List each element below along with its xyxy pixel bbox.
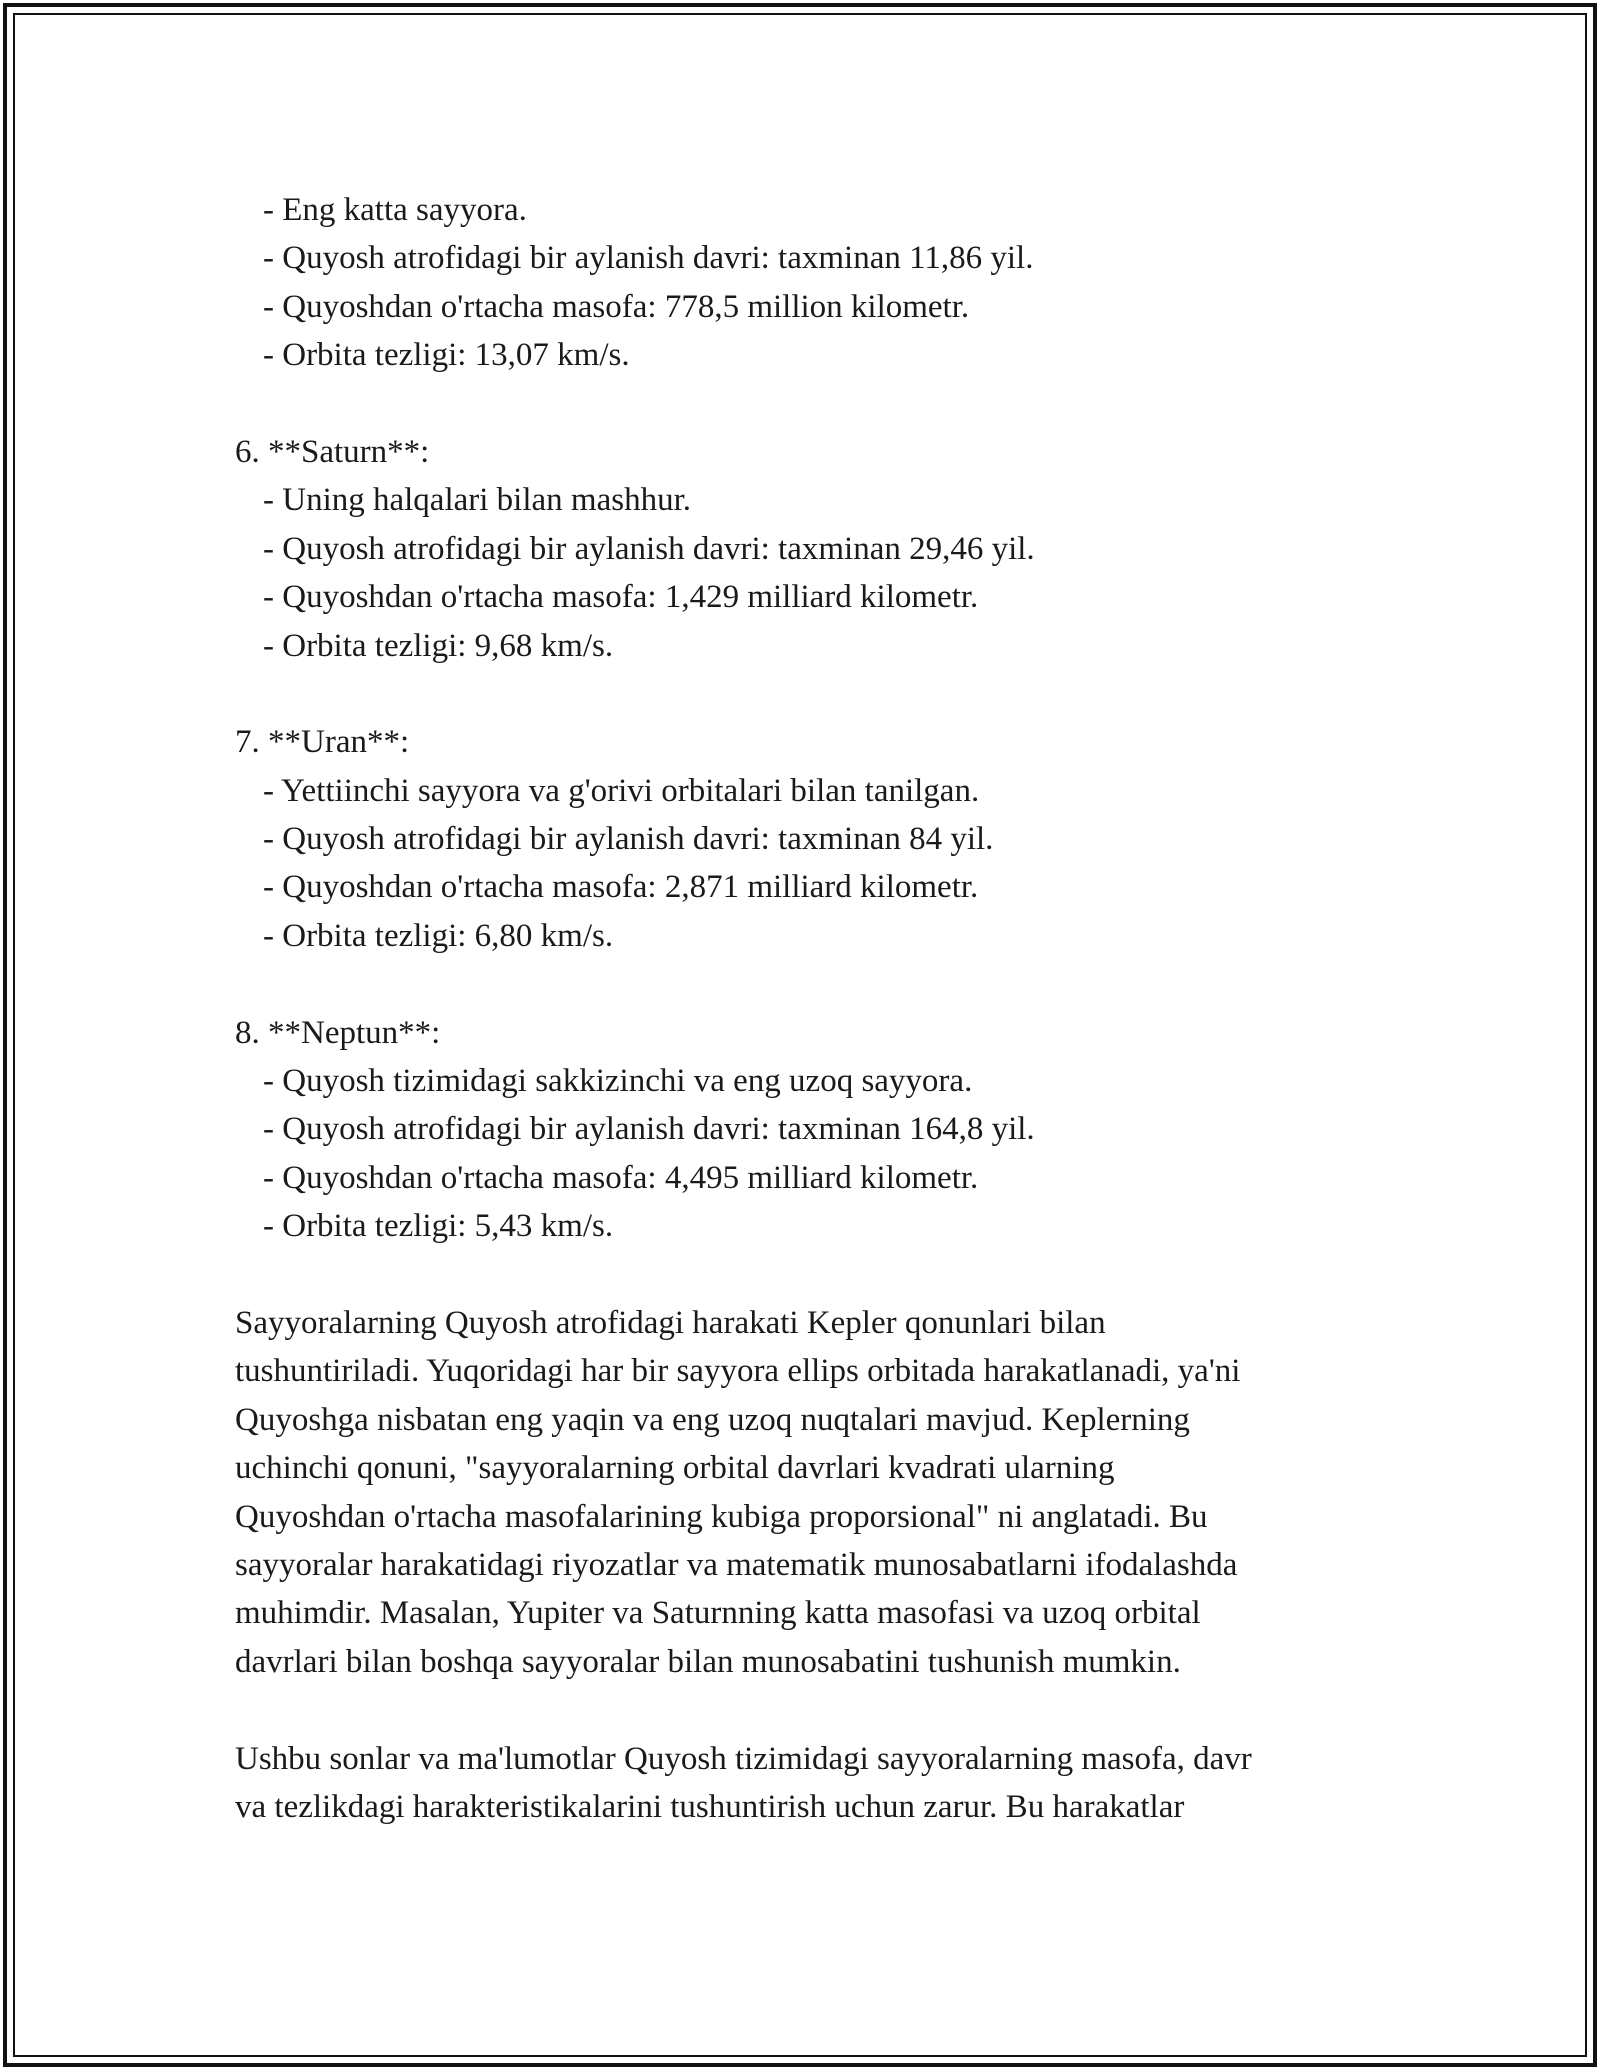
paragraph-line: davrlari bilan boshqa sayyoralar bilan munosabatini tushunish mumkin. — [235, 1643, 1181, 1680]
paragraph-line: Quyoshdan o'rtacha masofalarining kubiga proporsional" ni anglatadi. Bu — [235, 1498, 1208, 1535]
spacer — [235, 380, 1395, 428]
paragraph-line: Quyoshga nisbatan eng yaqin va eng uzoq nuqtalari mavjud. Keplerning — [235, 1401, 1190, 1438]
paragraph-line: va tezlikdagi harakteristikalarini tushuntirish uchun zarur. Bu harakatlar — [235, 1788, 1185, 1825]
planet-heading: 7. **Uran**: — [235, 724, 410, 761]
spacer — [235, 670, 1395, 718]
document-body — [235, 186, 1395, 1831]
planet-section-neptun — [235, 1009, 1395, 1251]
list-item: - Quyosh atrofidagi bir aylanish davri: taxminan 29,46 yil. — [263, 530, 1035, 567]
list-item: - Quyoshdan o'rtacha masofa: 2,871 milliard kilometr. — [263, 869, 979, 906]
list-item: - Quyoshdan o'rtacha masofa: 4,495 milliard kilometr. — [263, 1159, 979, 1196]
list-item: - Quyoshdan o'rtacha masofa: 778,5 million kilometr. — [263, 288, 970, 325]
spacer — [235, 960, 1395, 1008]
list-item: - Quyoshdan o'rtacha masofa: 1,429 milliard kilometr. — [263, 579, 979, 616]
list-item: - Yettiinchi sayyora va g'orivi orbitalari bilan tanilgan. — [263, 772, 980, 809]
intro-bullet-list — [235, 186, 1395, 380]
list-item: - Orbita tezligi: 6,80 km/s. — [263, 917, 614, 954]
paragraph-kepler — [235, 1299, 1395, 1686]
list-item: - Orbita tezligi: 5,43 km/s. — [263, 1208, 614, 1245]
list-item: - Eng katta sayyora. — [263, 192, 527, 228]
list-item: - Quyosh atrofidagi bir aylanish davri: taxminan 84 yil. — [263, 821, 994, 858]
paragraph-line: sayyoralar harakatidagi riyozatlar va matematik munosabatlarni ifodalashda — [235, 1546, 1238, 1583]
list-item: - Quyosh atrofidagi bir aylanish davri: taxminan 164,8 yil. — [263, 1111, 1035, 1148]
spacer — [235, 1251, 1395, 1299]
spacer — [235, 1686, 1395, 1734]
paragraph-line: Ushbu sonlar va ma'lumotlar Quyosh tizimidagi sayyoralarning masofa, davr — [235, 1740, 1252, 1777]
planet-heading: 6. **Saturn**: — [235, 433, 430, 470]
list-item: - Quyosh atrofidagi bir aylanish davri: taxminan 11,86 yil. — [263, 240, 1034, 277]
paragraph-line: uchinchi qonuni, "sayyoralarning orbital davrlari kvadrati ularning — [235, 1450, 1115, 1487]
paragraph-summary — [235, 1735, 1395, 1832]
paragraph-line: tushuntiriladi. Yuqoridagi har bir sayyora ellips orbitada harakatlanadi, ya'ni — [235, 1353, 1241, 1390]
list-item: - Orbita tezligi: 9,68 km/s. — [263, 627, 614, 664]
list-item: - Orbita tezligi: 13,07 km/s. — [263, 337, 630, 374]
list-item: - Quyosh tizimidagi sakkizinchi va eng uzoq sayyora. — [263, 1063, 973, 1100]
planet-section-saturn — [235, 428, 1395, 670]
paragraph-line: muhimdir. Masalan, Yupiter va Saturnning katta masofasi va uzoq orbital — [235, 1595, 1201, 1632]
planet-heading: 8. **Neptun**: — [235, 1014, 441, 1051]
planet-section-uran — [235, 718, 1395, 960]
paragraph-line: Sayyoralarning Quyosh atrofidagi harakati Kepler qonunlari bilan — [235, 1304, 1106, 1341]
list-item: - Uning halqalari bilan mashhur. — [263, 482, 691, 519]
